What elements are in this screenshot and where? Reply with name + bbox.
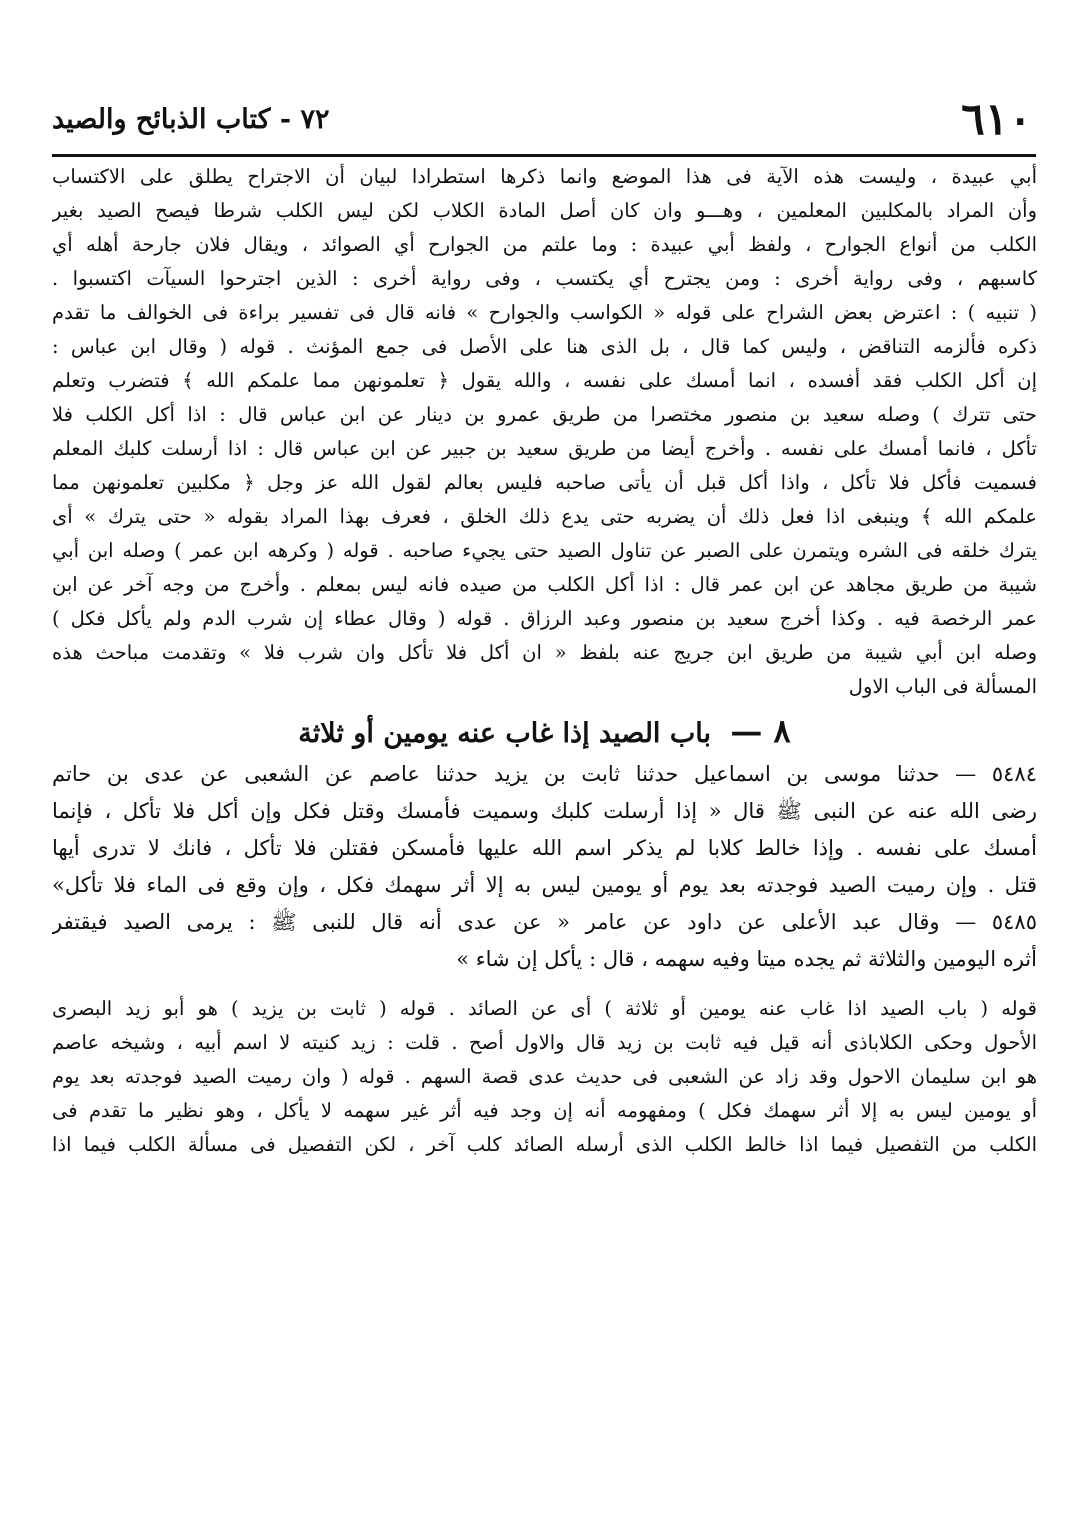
page-number: ٦١٠ [961, 94, 1032, 145]
hadith-line: أمسك على نفسه . وإذا خالط كلابا لم يذكر اسم الله عليها فأمسكن فقتلن فلا تأكل ، فانك لا تدرى أيها [52, 836, 1037, 860]
commentary-block-previous [52, 160, 1037, 704]
text-line: الأحول وحكى الكلاباذى أنه قيل فيه ثابت بن زيد قال والاول أصح . قلت : زيد كنيته لا اسم أبيه ، وشيخه عاصم [52, 1031, 1037, 1054]
text-line: شيبة من طريق مجاهد عن ابن عمر قال : اذا أكل الكلب من صيده فانه ليس بمعلم . وأخرج من وجه آخر عن ابن [52, 573, 1037, 596]
section-gap [52, 978, 1037, 992]
commentary-block [52, 992, 1037, 1162]
text-line: ذكره فألزمه التناقض ، وليس كما قال ، بل الذى هنا على الأصل فى جمع المؤنث . قوله ( وقال ابن عباس : [52, 335, 1037, 358]
text-line: أو يومين ليس به إلا أثر سهمك فكل ) ومفهومه أنه إن وجد فيه أثر غير سهمه لا يأكل ، وهو نظير ما تقدم فى [52, 1099, 1037, 1122]
hadith-line: رضى الله عنه عن النبى ﷺ قال « إذا أرسلت كلبك وسميت فأمسك وقتل فكل وإن أكل فلا تأكل ، فإنما [52, 799, 1037, 823]
text-line: وصله ابن أبي شيبة من طريق ابن جريج عنه بلفظ « ان أكل فلا تأكل وان شرب فلا » وتقدمت مباحث هذه [52, 641, 1037, 664]
text-line: فسميت فأكل فلا تأكل ، واذا أكل قبل أن يأتى صاحبه فليس بعالم لقول الله عز وجل ﴿ مكلبين تعلمونهن مما [52, 471, 1037, 494]
header-rule [52, 154, 1036, 157]
text-line: هو ابن سليمان الاحول وقد زاد عن الشعبى فى حديث عدى قصة السهم . قوله ( وان رميت الصيد فوجدته بعد يوم [52, 1065, 1037, 1088]
text-line: إن أكل الكلب فقد أفسده ، انما أمسك على نفسه ، والله يقول ﴿ تعلمونهن مما علمكم الله ﴾ فتضرب وتعلم [52, 369, 1037, 392]
text-line: حتى تترك ) وصله سعيد بن منصور مختصرا من طريق عمرو بن دينار عن ابن عباس قال : اذا أكل الكلب فلا [52, 403, 1037, 426]
text-line: كاسبهم ، وفى رواية أخرى : ومن يجترح أي يكتسب ، وفى رواية أخرى : الذين اجترحوا السيآت اكتسبوا . [52, 267, 1037, 290]
text-line: أبي عبيدة ، وليست هذه الآية فى هذا الموضع وانما ذكرها استطرادا لبيان أن الاجتراح يطلق على الاكتساب [52, 165, 1037, 188]
text-line: ( تنبيه ) : اعترض بعض الشراح على قوله « الكواسب والجوارح » فانه قال فى تفسير براءة فى الخوالف ما تقدم [52, 301, 1037, 324]
text-line: المسألة فى الباب الاول [848, 675, 1037, 698]
hadith-line: ٥٤٨٥ — وقال عبد الأعلى عن داود عن عامر « عن عدى أنه قال للنبى ﷺ : يرمى الصيد فيقتفر [52, 910, 1037, 934]
text-line: الكلب من التفصيل فيما اذا خالط الكلب الذى أرسله الصائد كلب آخر ، لكن التفصيل فى مسألة الكلب فيما اذا [52, 1133, 1037, 1156]
hadith-line: قتل . وإن رميت الصيد فوجدته بعد يوم أو يومين ليس به إلا أثر سهمك فكل ، وإن وقع فى الماء فلا تأكل» [52, 873, 1037, 897]
hadith-line: أثره اليومين والثلاثة ثم يجده ميتا وفيه سهمه ، قال : يأكل إن شاء » [456, 947, 1037, 971]
text-line: وأن المراد بالمكلبين المعلمين ، وهـــو وان كان أصل المادة الكلاب لكن ليس الكلب شرطا فيصح الصيد بغير [52, 199, 1037, 222]
text-line: علمكم الله ﴾ وينبغى اذا فعل ذلك أن يضربه حتى يدع ذلك الخلق ، فعرف بهذا المراد بقوله « حتى يترك » أى [52, 505, 1037, 528]
text-line: تأكل ، فانما أمسك على نفسه . وأخرج أيضا من طريق سعيد بن جبير عن ابن عباس قال : اذا أرسلت كلبك المعلم [52, 437, 1037, 460]
chapter-title: باب الصيد إذا غاب عنه يومين أو ثلاثة [298, 718, 711, 749]
chapter-number: ٨ — [730, 712, 791, 750]
hadith-line: ٥٤٨٤ — حدثنا موسى بن اسماعيل حدثنا ثابت بن يزيد حدثنا عاصم عن الشعبى عن عدى بن حاتم [52, 762, 1037, 786]
chapter-heading [52, 708, 1037, 754]
hadith-block [52, 756, 1037, 978]
text-line: الكلب من أنواع الجوارح ، ولفظ أبي عبيدة : وما علتم من الجوارح أي الصوائد ، ويقال فلان جارحة أهله أي [52, 233, 1037, 256]
running-title: ٧٢ - كتاب الذبائح والصيد [52, 104, 330, 135]
page-header [52, 92, 1032, 154]
text-line: يترك خلقه فى الشره ويتمرن على الصبر عن تناول الصيد حتى يجيء صاحبه . قوله ( وكرهه ابن عمر ) وصله ابن أبي [52, 539, 1037, 562]
text-line: عمر الرخصة فيه . وكذا أخرج سعيد بن منصور وعبد الرزاق . قوله ( وقال عطاء إن شرب الدم ولم يأكل فكل ) [52, 607, 1037, 630]
page-body [52, 160, 1037, 1162]
text-line: قوله ( باب الصيد اذا غاب عنه يومين أو ثلاثة ) أى عن الصائد . قوله ( ثابت بن يزيد ) هو أبو زيد البصرى [52, 997, 1037, 1020]
